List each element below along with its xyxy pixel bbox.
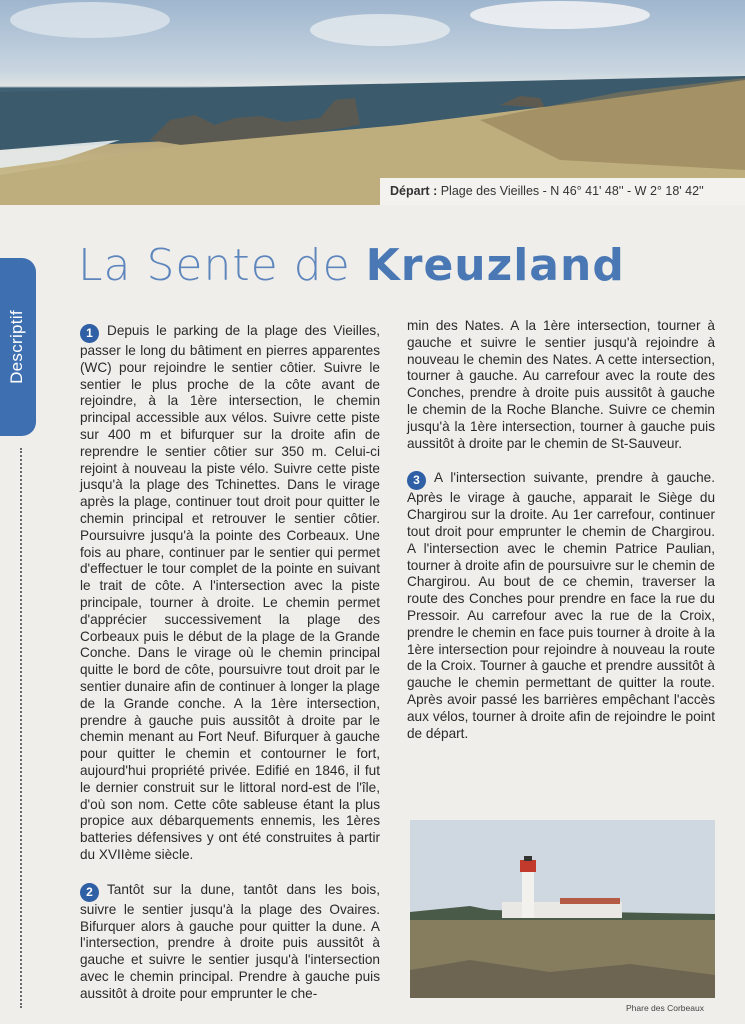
departure-label: Départ : <box>390 184 438 198</box>
step-2-continuation: min des Nates. A la 1ère intersection, tourner à gauche et suivre le sentier jusqu'à rejoindre à nouveau le chemin des Nates. A cette intersection, tourner à gauche. Au carrefour avec la route des Conches, prendre à droite puis aussitôt à gauche le chemin de la Roche Blanche. Suivre ce chemin jusqu'à la 1ère intersection, tourner à gauche puis aussitôt à droite par le chemin de St-Sauveur. <box>407 318 715 451</box>
title-part-1: La Sente de <box>78 240 366 291</box>
departure-info <box>380 178 745 205</box>
step-3-number: 3 <box>407 471 426 490</box>
step-1-paragraph <box>80 323 380 864</box>
text-column-right <box>407 318 715 758</box>
step-3-text: A l'intersection suivante, prendre à gauche. Après le virage à gauche, apparait le Siège du Chargirou sur la droite. Au 1er carrefour, continuer tout droit pour emprunter le chemin de Chargirou. A l'intersection avec le chemin Patrice Paulian, tourner à droite afin de poursuivre sur le chemin de Chargirou. Au bout de ce chemin, traverser la route des Conches pour prendre en face la rue du Pressoir. Au carrefour avec la rue de la Croix, prendre le chemin en face puis tourner à droite à la 1ère intersection pour rejoindre à nouveau la route de la Croix. Tourner à gauche et prendre aussitôt à gauche le chemin permettant de quitter la route. Après avoir passé les barrières empêchant l'accès aux vélos, tourner à droite afin de rejoindre le point de départ. <box>407 470 715 741</box>
dotted-divider <box>20 448 22 1008</box>
step-2-number: 2 <box>80 883 99 902</box>
section-tab-label: Descriptif <box>7 310 26 384</box>
coastal-landscape-photo <box>0 0 745 205</box>
lighthouse-photo <box>410 820 715 998</box>
step-2-paragraph <box>80 882 380 1003</box>
page-title <box>78 240 625 291</box>
photo-caption: Phare des Corbeaux <box>626 1003 704 1013</box>
title-part-2: Kreuzland <box>365 240 625 291</box>
departure-text: Plage des Vieilles - N 46° 41' 48'' - W 2° 18' 42'' <box>437 184 704 198</box>
lighthouse-illustration <box>410 820 715 998</box>
landscape-illustration <box>0 0 745 205</box>
step-3-paragraph <box>407 470 715 742</box>
step-2-text: Tantôt sur la dune, tantôt dans les bois, suivre le sentier jusqu'à la plage des Ovaires. Bifurquer alors à gauche pour quitter la dune. A l'intersection, prendre à droite puis aussitôt à gauche et suivre le sentier jusqu'à l'intersection avec le chemin principal. Prendre à gauche puis aussitôt à droite pour emprunter le che- <box>80 881 380 1001</box>
text-column-left <box>80 323 380 1018</box>
step-1-number: 1 <box>80 324 99 343</box>
section-tab <box>0 258 36 436</box>
step-1-text: Depuis le parking de la plage des Vieilles, passer le long du bâtiment en pierres apparentes (WC) pour rejoindre le sentier côtier. Suivre le sentier le plus proche de la côte avant de rejoindre, à la 1ère intersection, le chemin principal accessible aux vélos. Suivre cette piste sur 400 m et bifurquer sur la droite afin de reprendre le sentier côtier sur 350 m. Celui-ci rejoint à nouveau la piste vélo. Suivre cette piste jusqu'à la plage des Tchinettes. Dans le virage après la plage, continuer tout droit pour quitter le chemin principal et retrouver le sentier côtier. Poursuivre jusqu'à la pointe des Corbeaux. Une fois au phare, continuer par le sentier qui permet d'effectuer le tour complet de la pointe en suivant le trait de côte. A l'intersection avec la piste principale, tourner à droite. Le chemin permet d'apprécier successivement la plage des Corbeaux puis le début de la plage de la Grande Conche. Dans le virage où le chemin principal quitte le bord de côte, poursuivre tout droit par le sentier dunaire afin de continuer à longer la plage de la Grande conche. A la 1ère intersection, prendre à gauche puis aussitôt à droite par le chemin menant au Fort Neuf. Bifurquer à gauche pour quitter le chemin et contourner le fort, aujourd'hui propriété privée. Edifié en 1846, il fut le dernier construit sur le littoral nord-est de l'île, d'où son nom. Cette côte sableuse étant la plus propice aux débarquements ennemis, les 1ères batteries défensives y ont été construites à partir du XVIIème siècle. <box>80 323 380 862</box>
